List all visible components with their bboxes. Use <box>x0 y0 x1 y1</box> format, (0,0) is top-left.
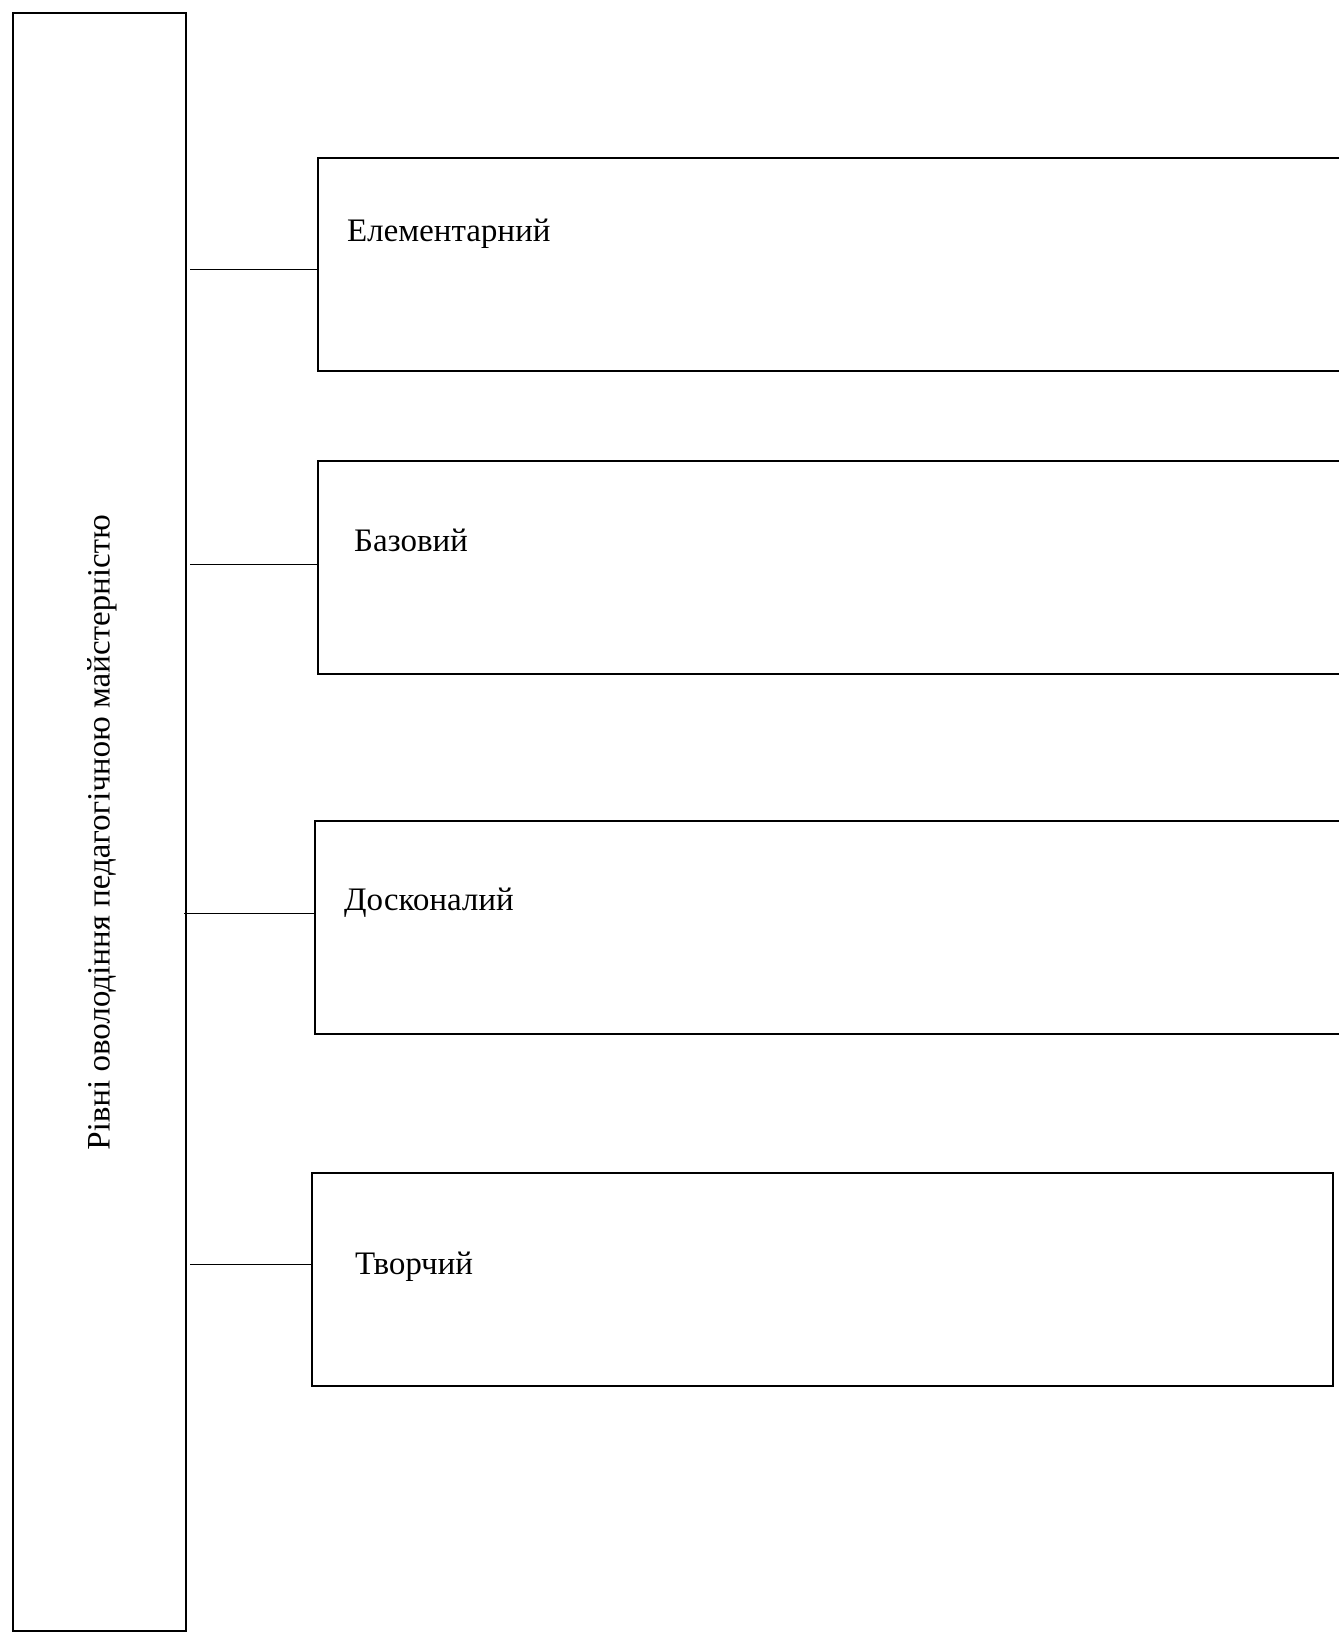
level-label-advanced: Досконалий <box>344 882 514 918</box>
connector-line-advanced <box>184 913 320 914</box>
level-label-elementary: Елементарний <box>347 213 551 249</box>
main-category-box <box>12 12 187 1632</box>
level-label-basic: Базовий <box>354 523 468 559</box>
level-box-creative <box>311 1172 1334 1387</box>
level-box-basic <box>317 460 1339 675</box>
connector-line-elementary <box>190 269 324 270</box>
level-label-creative: Творчий <box>355 1246 473 1282</box>
level-box-elementary <box>317 157 1339 372</box>
level-box-advanced <box>314 820 1339 1035</box>
connector-line-creative <box>190 1264 324 1265</box>
main-category-label: Рівні оволодіння педагогічною майстерністю <box>81 514 117 1150</box>
connector-line-basic <box>190 564 324 565</box>
